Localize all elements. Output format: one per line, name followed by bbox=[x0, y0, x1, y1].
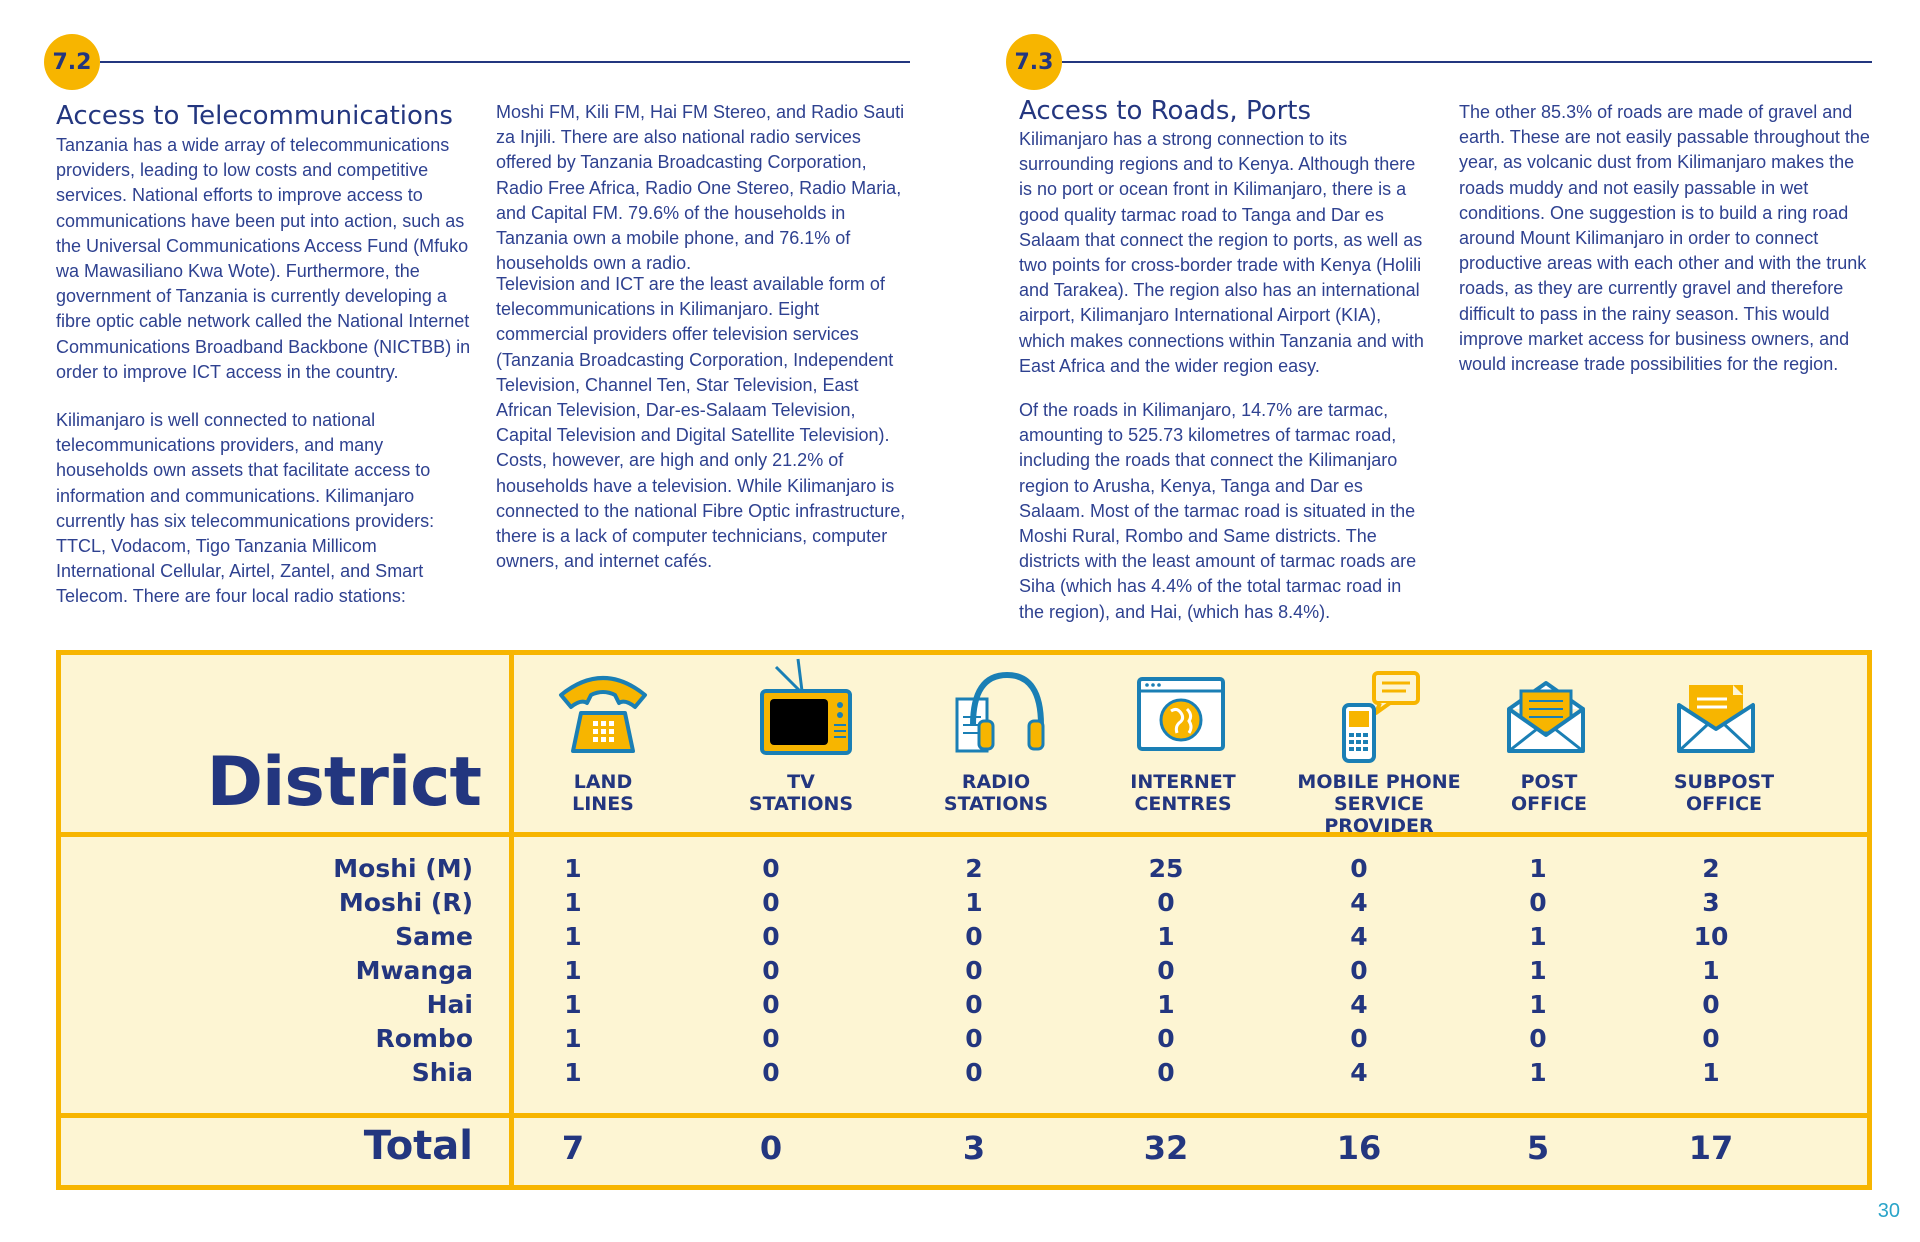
total-cell: 17 bbox=[1688, 1129, 1734, 1167]
table-row-district: Shia bbox=[411, 1058, 473, 1087]
body-paragraph: Tanzania has a wide array of telecommunications providers, leading to low costs and competitive services. National efforts to improve access to communications have been put into action, such as the Universal Communications Access Fund (Mfuko wa Mawasiliano Kwa Wote). Furthermore, the government of Tanzania is currently developing a fibre optic cable network called the National Internet Communications Broadband Backbone (NICTBB) in order to improve ICT access in the country. bbox=[56, 135, 471, 382]
body-paragraph: Television and ICT are the least available form of telecommunications in Kilimanjaro. Eight commercial providers offer television services (Tanzania Broadcasting Corporation, Independent Television, Channel Ten, Star Television, East African Television, Dar-es-Salaam Television, Capital Television and Digital Satellite Television). Costs, however, are high and only 21.2% of households have a television. While Kilimanjaro is connected to the national Fibre Optic infrastructure, there is a lack of computer technicians, computer owners, and internet cafés. bbox=[496, 274, 906, 572]
table-cell: 1 bbox=[564, 1058, 582, 1087]
table-cell: 1 bbox=[1157, 990, 1175, 1019]
table-cell: 0 bbox=[1350, 854, 1368, 883]
table-cell: 0 bbox=[762, 1024, 780, 1053]
table-cell: 0 bbox=[1157, 888, 1175, 917]
table-row-district: Moshi (M) bbox=[333, 854, 473, 883]
internet-globe-icon bbox=[1131, 665, 1231, 764]
table-cell: 1 bbox=[564, 888, 582, 917]
table-cell: 0 bbox=[1157, 1024, 1175, 1053]
telephone-icon bbox=[553, 665, 653, 764]
table-divider bbox=[61, 832, 1867, 837]
body-paragraph: Moshi FM, Kili FM, Hai FM Stereo, and Radio Sauti za Injili. There are also national radio services offered by Tanzania Broadcasting Corporation, Radio Free Africa, Radio One Stereo, Radio Maria, and Capital FM. 79.6% of the households in Tanzania own a mobile phone, and 76.1% of households own a radio. bbox=[496, 102, 905, 274]
total-cell: 7 bbox=[561, 1129, 585, 1167]
table-cell: 1 bbox=[564, 956, 582, 985]
total-cell: 16 bbox=[1336, 1129, 1382, 1167]
table-cell: 0 bbox=[762, 990, 780, 1019]
table-cell: 1 bbox=[1157, 922, 1175, 951]
section-rule bbox=[1062, 61, 1872, 63]
total-cell: 3 bbox=[962, 1129, 986, 1167]
column-header-land-lines: LAND LINES bbox=[572, 771, 634, 815]
district-column-header: District bbox=[206, 743, 481, 822]
total-cell: 0 bbox=[759, 1129, 783, 1167]
column-header-mobile-phone-service-provider: MOBILE PHONE SERVICE PROVIDER bbox=[1297, 771, 1461, 837]
table-cell: 3 bbox=[1702, 888, 1720, 917]
table-cell: 1 bbox=[564, 922, 582, 951]
table-cell: 4 bbox=[1350, 990, 1368, 1019]
body-paragraph: The other 85.3% of roads are made of gravel and earth. These are not easily passable throughout the year, as volcanic dust from Kilimanjaro makes the roads muddy and not easily passable in wet conditions. One suggestion is to build a ring road around Mount Kilimanjaro in order to connect productive areas with each other and with the trunk roads, as they are currently gravel and therefore difficult to pass in the rainy season. This would improve market access for business owners, and would increase trade possibilities for the region. bbox=[1459, 102, 1870, 375]
section-rule bbox=[100, 61, 910, 63]
table-cell: 1 bbox=[1529, 854, 1547, 883]
total-cell: 5 bbox=[1526, 1129, 1550, 1167]
column-header-internet-centres: INTERNET CENTRES bbox=[1130, 771, 1236, 815]
table-cell: 1 bbox=[1529, 1058, 1547, 1087]
table-cell: 1 bbox=[1529, 956, 1547, 985]
table-cell: 0 bbox=[965, 922, 983, 951]
table-cell: 0 bbox=[1350, 956, 1368, 985]
table-row-district: Mwanga bbox=[355, 956, 473, 985]
table-cell: 1 bbox=[564, 1024, 582, 1053]
table-cell: 0 bbox=[762, 922, 780, 951]
table-divider bbox=[61, 1113, 1867, 1118]
table-cell: 0 bbox=[1157, 956, 1175, 985]
table-cell: 1 bbox=[564, 990, 582, 1019]
table-cell: 0 bbox=[1350, 1024, 1368, 1053]
table-cell: 0 bbox=[965, 956, 983, 985]
table-cell: 2 bbox=[1702, 854, 1720, 883]
table-cell: 0 bbox=[1157, 1058, 1175, 1087]
table-cell: 10 bbox=[1693, 922, 1729, 951]
table-cell: 0 bbox=[1529, 1024, 1547, 1053]
table-cell: 4 bbox=[1350, 888, 1368, 917]
table-cell: 25 bbox=[1148, 854, 1184, 883]
open-envelope-icon bbox=[1501, 665, 1591, 764]
table-cell: 0 bbox=[762, 854, 780, 883]
table-row-district: Hai bbox=[426, 990, 473, 1019]
column-header-subpost-office: SUBPOST OFFICE bbox=[1673, 771, 1775, 815]
section-heading: Access to Roads, Ports bbox=[1019, 96, 1312, 126]
mobile-phone-icon bbox=[1336, 671, 1426, 770]
table-cell: 1 bbox=[564, 854, 582, 883]
table-cell: 1 bbox=[965, 888, 983, 917]
table-cell: 2 bbox=[965, 854, 983, 883]
table-cell: 0 bbox=[1529, 888, 1547, 917]
column-header-post-office: POST OFFICE bbox=[1510, 771, 1588, 815]
table-row-district: Same bbox=[395, 922, 473, 951]
table-cell: 0 bbox=[965, 990, 983, 1019]
table-cell: 0 bbox=[1702, 990, 1720, 1019]
column-header-radio-stations: RADIO STATIONS bbox=[943, 771, 1049, 815]
table-row-district: Moshi (R) bbox=[338, 888, 473, 917]
section-heading: Access to Telecommunications bbox=[56, 101, 453, 131]
table-row-district: Rombo bbox=[375, 1024, 473, 1053]
envelope-letter-icon bbox=[1671, 665, 1761, 764]
column-header-tv-stations: TV STATIONS bbox=[748, 771, 854, 815]
tv-icon bbox=[756, 655, 856, 764]
table-cell: 1 bbox=[1702, 956, 1720, 985]
table-cell: 1 bbox=[1702, 1058, 1720, 1087]
table-cell: 1 bbox=[1529, 990, 1547, 1019]
table-cell: 1 bbox=[1529, 922, 1547, 951]
body-paragraph: Of the roads in Kilimanjaro, 14.7% are tarmac, amounting to 525.73 kilometres of tarmac road, including the roads that connect the Kilimanjaro region to Arusha, Kenya, Tanga and Dar es Salaam. Most of the tarmac road is situated in the Moshi Rural, Rombo and Same districts. The districts with the least amount of tarmac roads are Siha (which has 4.4% of the total tarmac road in the region), and Hai, (which has 8.4%). bbox=[1019, 400, 1417, 622]
section-number-badge: 7.2 bbox=[44, 34, 100, 90]
table-cell: 0 bbox=[762, 956, 780, 985]
total-cell: 32 bbox=[1143, 1129, 1189, 1167]
table-cell: 0 bbox=[965, 1058, 983, 1087]
table-cell: 0 bbox=[965, 1024, 983, 1053]
district-facilities-table bbox=[56, 650, 1872, 1190]
section-number-badge: 7.3 bbox=[1006, 34, 1062, 90]
headphones-icon bbox=[949, 665, 1049, 764]
table-cell: 4 bbox=[1350, 922, 1368, 951]
table-cell: 4 bbox=[1350, 1058, 1368, 1087]
table-cell: 0 bbox=[762, 1058, 780, 1087]
body-paragraph: Kilimanjaro is well connected to national telecommunications providers, and many households own assets that facilitate access to information and communications. Kilimanjaro currently has six telecommunications providers: TTCL, Vodacom, Tigo Tanzania Millicom International Cellular, Airtel, Zantel, and Smart Telecom. There are four local radio stations: bbox=[56, 410, 435, 607]
table-cell: 0 bbox=[762, 888, 780, 917]
page-number: 30 bbox=[1877, 1200, 1900, 1222]
body-paragraph: Kilimanjaro has a strong connection to its surrounding regions and to Kenya. Although there is no port or ocean front in Kilimanjaro, there is a good quality tarmac road to Tanga and Dar es Salaam that connect the region to ports, as well as two points for cross-border trade with Kenya (Holili and Tarakea). The region also has an international airport, Kilimanjaro International Airport (KIA), which makes connections within Tanzania and with East Africa and the wider region easy. bbox=[1019, 129, 1424, 376]
table-cell: 0 bbox=[1702, 1024, 1720, 1053]
total-row-label: Total bbox=[363, 1123, 473, 1169]
